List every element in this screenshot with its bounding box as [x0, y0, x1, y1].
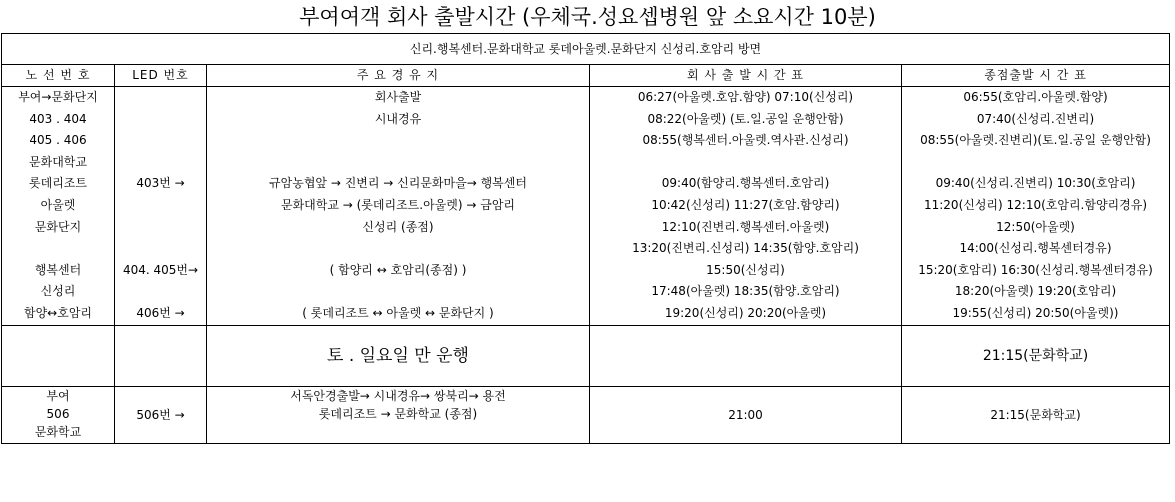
terminal-times-cell: [902, 87, 1170, 326]
terminal-time-line: 08:55(아울렛.진변리)(토.일.공일 운행안함): [920, 133, 1151, 148]
table-row: [2, 87, 1170, 326]
route-line: 506: [46, 406, 70, 421]
direction-title: 신리.행복센터.문화대학교 롯데아울렛.문화단지 신성리.호암리 방면: [2, 34, 1170, 65]
led-line: [115, 217, 206, 239]
route-line: 부여→문화단지: [18, 90, 98, 104]
led-line: [115, 130, 206, 152]
via-line: 시내경유: [374, 111, 422, 126]
route-line: 함양↔호암리: [23, 305, 92, 320]
led-line: 404. 405번→: [122, 262, 199, 277]
company-time-line: 15:50(신성리): [706, 262, 785, 277]
route-line: [2, 238, 114, 260]
terminal-time-line: 15:20(호암리) 16:30(신성리.행복센터경유): [918, 262, 1153, 277]
terminal-time-line: [902, 152, 1169, 174]
route-line: 403 . 404: [29, 111, 87, 126]
company-time-line: 19:20(신성리) 20:20(아울렛): [664, 305, 827, 320]
company-time-line: 12:10(진변리.행복센터.아울렛): [661, 219, 830, 234]
company-time-line: 10:42(신성리) 11:27(호암.함양리): [651, 197, 840, 212]
route-line: 행복센터: [34, 262, 82, 277]
header-via: 주 요 경 유 지: [207, 65, 590, 87]
led-line: [115, 195, 206, 217]
led-line: [115, 109, 206, 131]
via-line: [207, 238, 589, 260]
route-line: 문화학교: [34, 424, 82, 439]
led-line: [115, 238, 206, 260]
led-cell: [115, 386, 207, 443]
led-line: [115, 87, 206, 109]
route-cell: [2, 386, 115, 443]
terminal-time-line: 14:00(신성리.행복센터경유): [959, 241, 1112, 256]
header-company-departure: 회 사 출 발 시 간 표: [590, 65, 902, 87]
via-line: [207, 152, 589, 174]
weekend-row: [2, 325, 1170, 386]
via-cell: [207, 325, 590, 386]
company-time-line: [590, 152, 901, 174]
weekend-terminal-time: 21:15(문화학교): [982, 347, 1089, 364]
company-time-line: 21:00: [728, 407, 763, 422]
terminal-time-line: 11:20(신성리) 12:10(호암리.함양리경유): [923, 197, 1148, 212]
via-line: [207, 281, 589, 303]
terminal-time-line: 19:55(신성리) 20:50(아울렛)): [952, 305, 1119, 320]
terminal-time-line: 09:40(신성리.진변리) 10:30(호암리): [935, 176, 1136, 191]
header-row: [2, 65, 1170, 87]
terminal-time-line: 12:50(아울렛): [996, 219, 1075, 234]
via-line: ( 롯데리조트 ↔ 아울렛 ↔ 문화단지 ): [302, 305, 494, 320]
route-line: 문화대학교: [29, 154, 87, 169]
company-times-cell: [590, 325, 902, 386]
route-line: 문화단지: [34, 219, 82, 234]
company-time-line: 17:48(아울렛) 18:35(함양.호암리): [651, 284, 840, 299]
via-cell: [207, 386, 590, 443]
direction-row: [2, 34, 1170, 65]
header-terminal-departure: 종점출발 시 간 표: [902, 65, 1170, 87]
route-line: 405 . 406: [29, 133, 87, 148]
terminal-time-line: 07:40(신성리.진변리): [976, 111, 1095, 126]
led-line: [115, 152, 206, 174]
via-line: 신성리 (종점): [362, 219, 434, 234]
led-line: 403번 →: [136, 176, 185, 191]
page-title: 부여여객 회사 출발시간 (우체국.성요셉병원 앞 소요시간 10분): [299, 5, 876, 29]
route-line: 부여: [46, 388, 70, 403]
via-line: 롯데리조트 → 문화학교 (종점): [318, 406, 478, 421]
via-cell: [207, 87, 590, 326]
company-times-cell: [590, 87, 902, 326]
via-line: ( 함양리 ↔ 호암리(종점) ): [329, 262, 467, 277]
led-line: 406번 →: [136, 305, 185, 320]
weekend-note: 토 . 일요일 만 운행: [327, 345, 469, 366]
terminal-time-line: 21:15(문화학교): [990, 408, 1081, 423]
route-cell: [2, 87, 115, 326]
route-506-row: [2, 386, 1170, 443]
terminal-times-cell: [902, 386, 1170, 443]
company-time-line: 09:40(함양리.행복센터.호암리): [661, 176, 830, 191]
header-route: 노 선 번 호: [2, 65, 115, 87]
route-line: 신성리: [40, 284, 76, 299]
via-line: 문화대학교 → (롯데리조트.아울렛) → 금암리: [280, 197, 516, 212]
company-time-line: 08:55(행복센터.아울렛.역사관.신성리): [642, 133, 849, 148]
route-line: 아울렛: [40, 197, 76, 212]
via-line: 규암농협앞 → 진변리 → 신리문화마을→ 행복센터: [269, 176, 527, 191]
led-cell: [115, 87, 207, 326]
terminal-time-line: 06:55(호암리.아울렛.함양): [963, 90, 1108, 104]
led-line: [115, 281, 206, 303]
company-time-line: 13:20(진변리.신성리) 14:35(함양.호암리): [632, 241, 859, 256]
route-cell: [2, 325, 115, 386]
route-line: 롯데리조트: [29, 176, 87, 191]
terminal-time-line: 18:20(아울렛) 19:20(호암리): [954, 284, 1117, 299]
led-line: 506번 →: [136, 408, 185, 423]
schedule-table: [1, 33, 1170, 444]
via-line: 회사출발: [374, 90, 422, 104]
company-time-line: 08:22(아울렛) (토.일.공일 운행안함): [647, 111, 844, 126]
company-time-line: 06:27(아울렛.호암.함양) 07:10(신성리): [637, 90, 854, 104]
terminal-times-cell: [902, 325, 1170, 386]
via-line: 서독안경출발→ 시내경유→ 쌍북리→ 용전: [290, 388, 506, 403]
via-line: [207, 130, 589, 152]
header-led: LED 번호: [115, 65, 207, 87]
led-cell: [115, 325, 207, 386]
company-times-cell: [590, 386, 902, 443]
